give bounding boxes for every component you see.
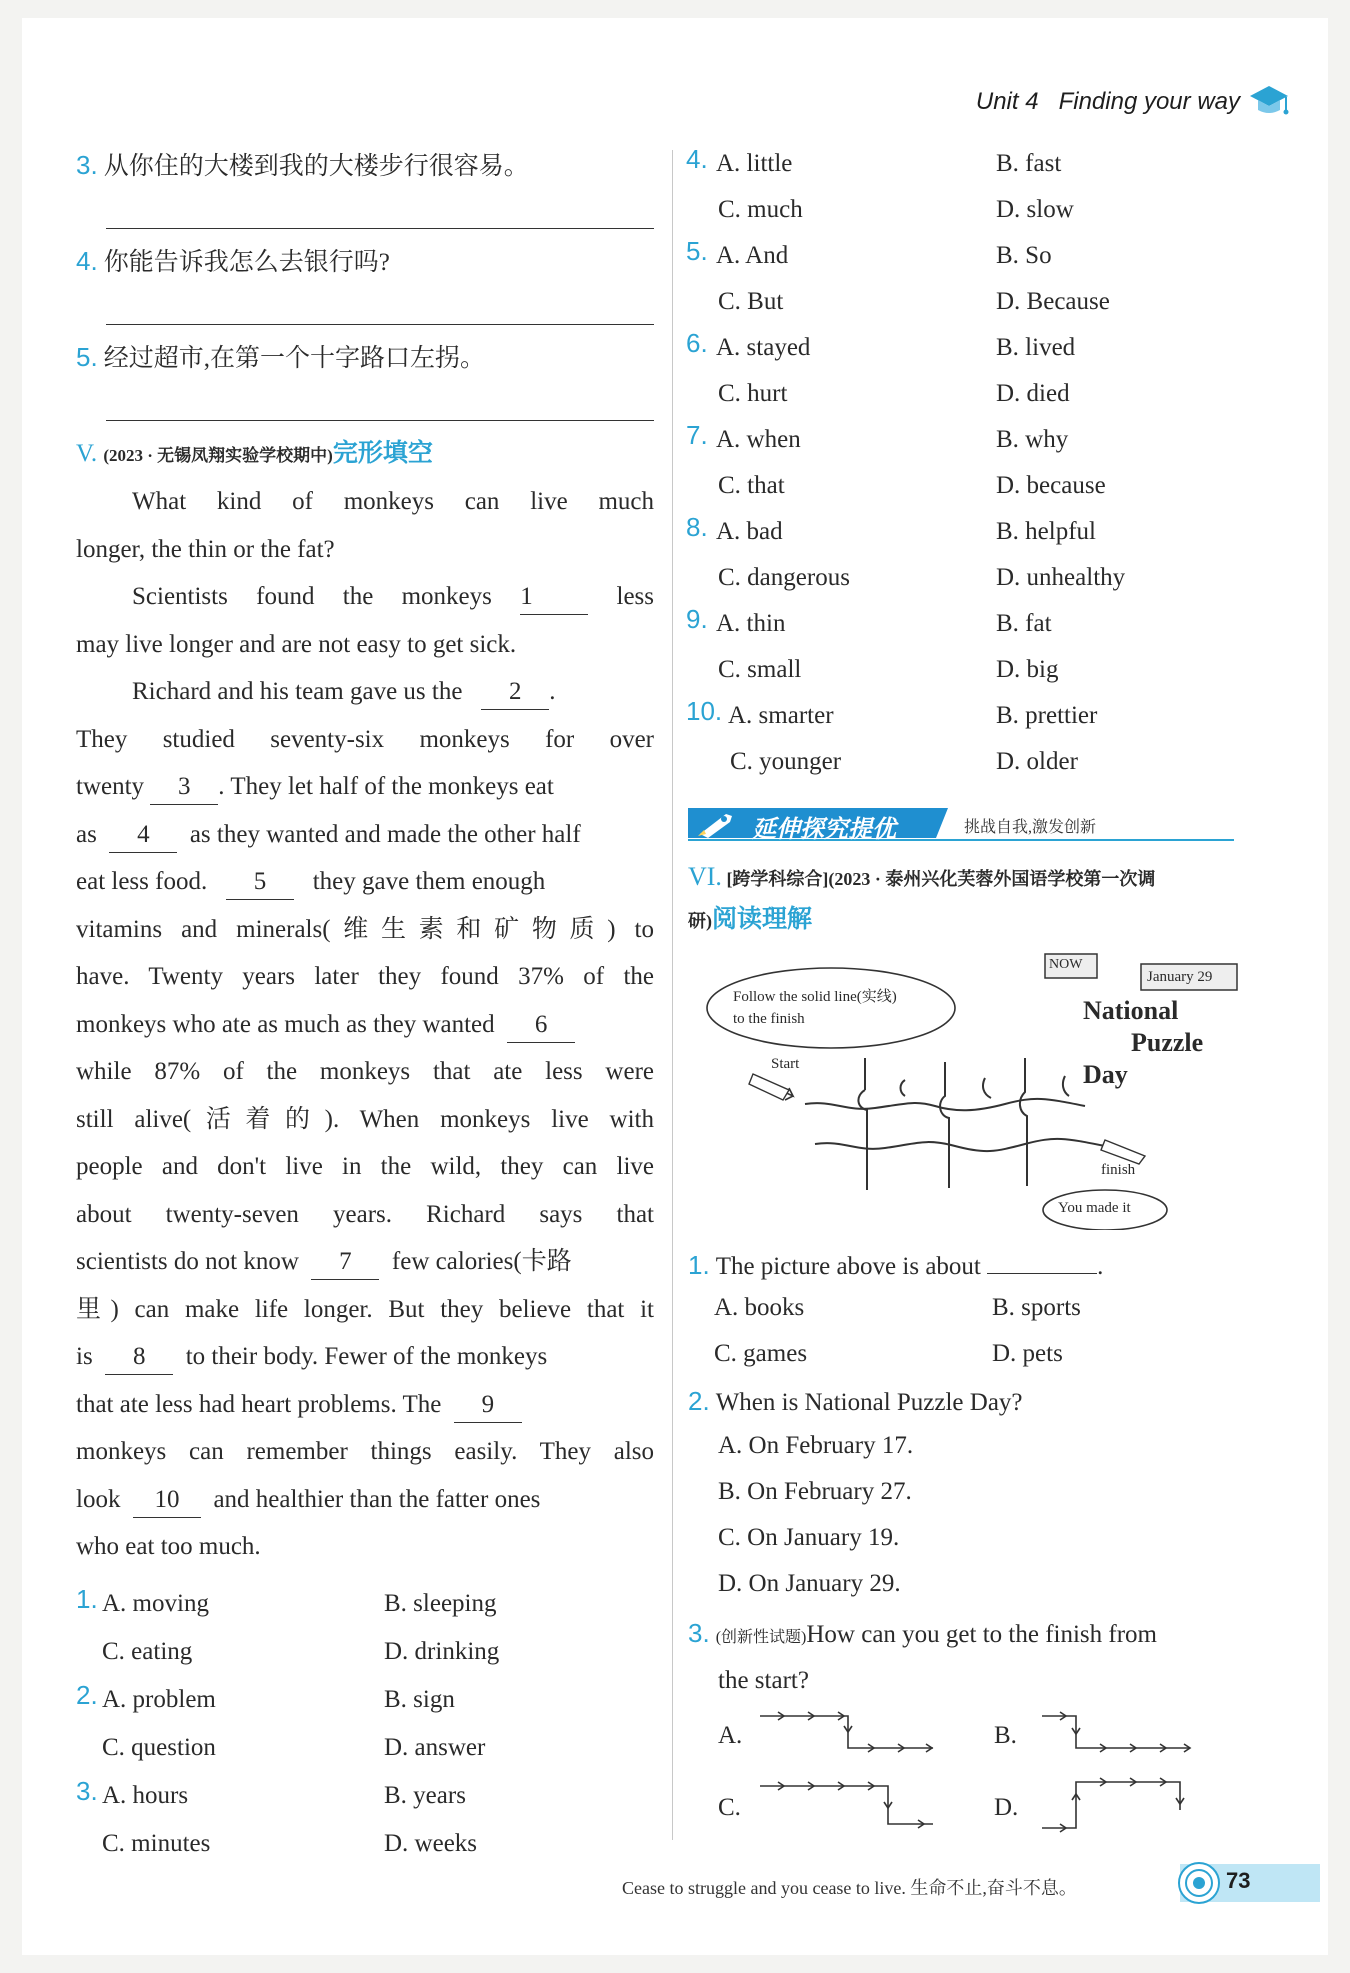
translation-q5: 5. 经过超市,在第一个十字路口左拐。 (76, 342, 485, 372)
option-c[interactable]: C. hurt (718, 380, 788, 407)
option-number: 8. (686, 512, 708, 542)
reading-q1: 1. The picture above is about . (688, 1250, 1104, 1280)
extension-banner (688, 806, 1234, 842)
route-diagram-b (1040, 1708, 1200, 1765)
reading-q2: 2. When is National Puzzle Day? (688, 1386, 1023, 1416)
puzzle-instruction: Follow the solid line(实线) to the finish (733, 989, 897, 1027)
option-a[interactable]: A. (718, 1722, 743, 1749)
option-d[interactable]: D. older (996, 748, 1078, 775)
finish-label: finish (1101, 1162, 1136, 1178)
passage-line: vitamins and minerals(维生素和矿物质) to (76, 915, 654, 943)
option-a[interactable]: A. hours (102, 1782, 189, 1809)
passage-line: eat less food. 5 they gave them enough (76, 858, 654, 906)
passage-line: as 4 as they wanted and made the other half (76, 811, 654, 859)
banner-subtitle: 挑战自我,激发创新 (964, 819, 1097, 836)
option-c[interactable]: C. (718, 1794, 741, 1821)
passage-line: Scientists found the monkeys 1 less (76, 573, 654, 621)
passage-line: They studied seventy-six monkeys for over (76, 725, 654, 753)
option-a[interactable]: A. thin (716, 610, 786, 637)
blank-9[interactable]: 9 (454, 1388, 522, 1423)
option-a[interactable]: A. On February 17. (718, 1432, 914, 1459)
cloze-passage (76, 478, 654, 1571)
answer-line-q4[interactable] (106, 324, 654, 325)
option-c[interactable]: C. But (718, 288, 784, 315)
puzzle-illustration (705, 950, 1265, 1230)
reading-q3-cont: the start? (718, 1667, 809, 1694)
option-a[interactable]: A. problem (102, 1686, 216, 1713)
passage-line: monkeys who ate as much as they wanted 6 (76, 1001, 654, 1049)
section-6-header-cont: 研)阅读理解 (688, 905, 813, 933)
option-number: 9. (686, 604, 708, 634)
option-number: 6. (686, 328, 708, 358)
option-d[interactable]: D. (994, 1794, 1019, 1821)
option-b[interactable]: B. sports (992, 1294, 1081, 1321)
translation-q4: 4. 你能告诉我怎么去银行吗? (76, 246, 390, 276)
passage-line: still alive(活着的). When monkeys live with (76, 1105, 654, 1133)
column-divider (672, 150, 673, 1840)
passage-line: people and don't live in the wild, they can live (76, 1153, 654, 1180)
passage-line: twenty 3 . They let half of the monkeys eat (76, 763, 654, 811)
option-d[interactable]: D. big (996, 656, 1059, 683)
option-c[interactable]: C. eating (102, 1638, 193, 1665)
passage-line: 里) can make life longer. But they believe that it (76, 1295, 654, 1323)
option-d[interactable]: D. weeks (384, 1830, 478, 1857)
option-c[interactable]: C. On January 19. (718, 1524, 900, 1551)
answer-blank[interactable] (987, 1273, 1097, 1274)
blank-3[interactable]: 3 (150, 770, 218, 805)
option-d[interactable]: D. Because (996, 288, 1110, 315)
option-d[interactable]: D. unhealthy (996, 564, 1126, 591)
option-b[interactable]: B. helpful (996, 518, 1096, 545)
blank-5[interactable]: 5 (226, 865, 294, 900)
option-b[interactable]: B. fat (996, 610, 1052, 637)
route-diagram-a (758, 1708, 938, 1765)
section-5-header: V. (2023 · 无锡凤翔实验学校期中)完形填空 (76, 439, 433, 467)
option-a[interactable]: A. And (716, 242, 789, 269)
passage-line: may live longer and are not easy to get sick. (76, 630, 517, 658)
option-number: 5. (686, 236, 708, 266)
option-b[interactable]: B. So (996, 242, 1052, 269)
option-d[interactable]: D. answer (384, 1734, 486, 1761)
date-label: January 29 (1147, 969, 1213, 985)
option-d[interactable]: D. drinking (384, 1638, 500, 1665)
passage-line: have. Twenty years later they found 37% of the (76, 963, 654, 990)
option-b[interactable]: B. On February 27. (718, 1478, 912, 1505)
translation-q3: 3. 从你住的大楼到我的大楼步行很容易。 (76, 150, 529, 180)
section-6-header: VI. [跨学科综合](2023 · 泰州兴化芙蓉外国语学校第一次调 (688, 862, 1156, 891)
option-b[interactable]: B. sign (384, 1686, 455, 1713)
option-c[interactable]: C. much (718, 196, 803, 223)
blank-8[interactable]: 8 (105, 1340, 173, 1375)
blank-7[interactable]: 7 (311, 1245, 379, 1280)
route-diagram-d (1040, 1770, 1200, 1841)
passage-line: is 8 to their body. Fewer of the monkeys (76, 1333, 654, 1381)
option-b[interactable]: B. lived (996, 334, 1076, 361)
passage-line: who eat too much. (76, 1533, 261, 1560)
banner-title: 延伸探究提优 (752, 816, 896, 843)
option-b[interactable]: B. (994, 1722, 1017, 1749)
blank-4[interactable]: 4 (109, 818, 177, 853)
option-b[interactable]: B. prettier (996, 702, 1098, 729)
option-a[interactable]: A. when (716, 426, 801, 453)
passage-line: longer, the thin or the fat? (76, 535, 335, 563)
passage-line: scientists do not know 7 few calories(卡路 (76, 1238, 654, 1286)
you-made-it-label: You made it (1058, 1200, 1131, 1216)
blank-2[interactable]: 2 (481, 675, 549, 710)
option-a[interactable]: A. bad (716, 518, 783, 545)
option-d[interactable]: D. because (996, 472, 1106, 499)
option-d[interactable]: D. died (996, 380, 1070, 407)
blank-1[interactable]: 1 (520, 580, 588, 615)
option-c[interactable]: C. younger (730, 748, 842, 775)
option-c[interactable]: C. question (102, 1734, 216, 1761)
page-number: 73 (1226, 1868, 1251, 1893)
option-b[interactable]: B. sleeping (384, 1590, 497, 1617)
option-d[interactable]: D. On January 29. (718, 1570, 901, 1597)
running-header: Unit 4 Finding your way (975, 88, 1240, 115)
answer-line-q3[interactable] (106, 228, 654, 229)
option-c[interactable]: C. games (714, 1340, 808, 1367)
passage-line: while 87% of the monkeys that ate less were (76, 1058, 654, 1085)
passage-line: monkeys can remember things easily. They also (76, 1438, 654, 1465)
option-a[interactable]: A. moving (102, 1590, 209, 1617)
passage-line: about twenty-seven years. Richard says that (76, 1200, 654, 1228)
option-number: 3. (76, 1776, 98, 1806)
option-number: 4. (686, 144, 708, 174)
now-label: NOW (1049, 957, 1083, 972)
blank-6[interactable]: 6 (507, 1008, 575, 1043)
option-c[interactable]: C. that (718, 472, 785, 499)
puzzle-title-1: National (1083, 996, 1179, 1025)
option-b[interactable]: B. fast (996, 150, 1062, 177)
answer-line-q5[interactable] (106, 420, 654, 421)
rocket-icon (696, 810, 736, 843)
option-number: 10. (686, 696, 723, 726)
passage-line: that ate less had heart problems. The 9 (76, 1381, 654, 1429)
passage-line: look 10 and healthier than the fatter ones (76, 1476, 654, 1524)
reading-q3: 3. (创新性试题)How can you get to the finish from (688, 1618, 1157, 1648)
puzzle-title-2: Puzzle (1131, 1028, 1204, 1057)
option-b[interactable]: B. why (996, 426, 1069, 453)
puzzle-title-3: Day (1083, 1060, 1128, 1089)
target-icon (1176, 1860, 1222, 1911)
passage-line: Richard and his team gave us the 2 . (76, 668, 654, 716)
option-a[interactable]: A. little (716, 150, 793, 177)
option-b[interactable]: B. years (384, 1782, 466, 1809)
option-c[interactable]: C. dangerous (718, 564, 850, 591)
blank-10[interactable]: 10 (133, 1483, 201, 1518)
route-diagram-c (758, 1776, 938, 1841)
option-d[interactable]: D. pets (992, 1340, 1063, 1367)
option-number: 7. (686, 420, 708, 450)
option-d[interactable]: D. slow (996, 196, 1074, 223)
option-a[interactable]: A. stayed (716, 334, 811, 361)
start-label: Start (771, 1056, 800, 1072)
footer-motto: Cease to struggle and you cease to live. 生命不止,奋斗不息。 (622, 1878, 1077, 1898)
option-c[interactable]: C. minutes (102, 1830, 211, 1857)
graduation-cap-icon (1248, 84, 1290, 123)
passage-line: What kind of monkeys can live much (132, 488, 654, 515)
option-c[interactable]: C. small (718, 656, 802, 683)
option-a[interactable]: A. smarter (728, 702, 834, 729)
option-a[interactable]: A. books (714, 1294, 805, 1321)
option-number: 2. (76, 1680, 98, 1710)
option-number: 1. (76, 1584, 98, 1614)
